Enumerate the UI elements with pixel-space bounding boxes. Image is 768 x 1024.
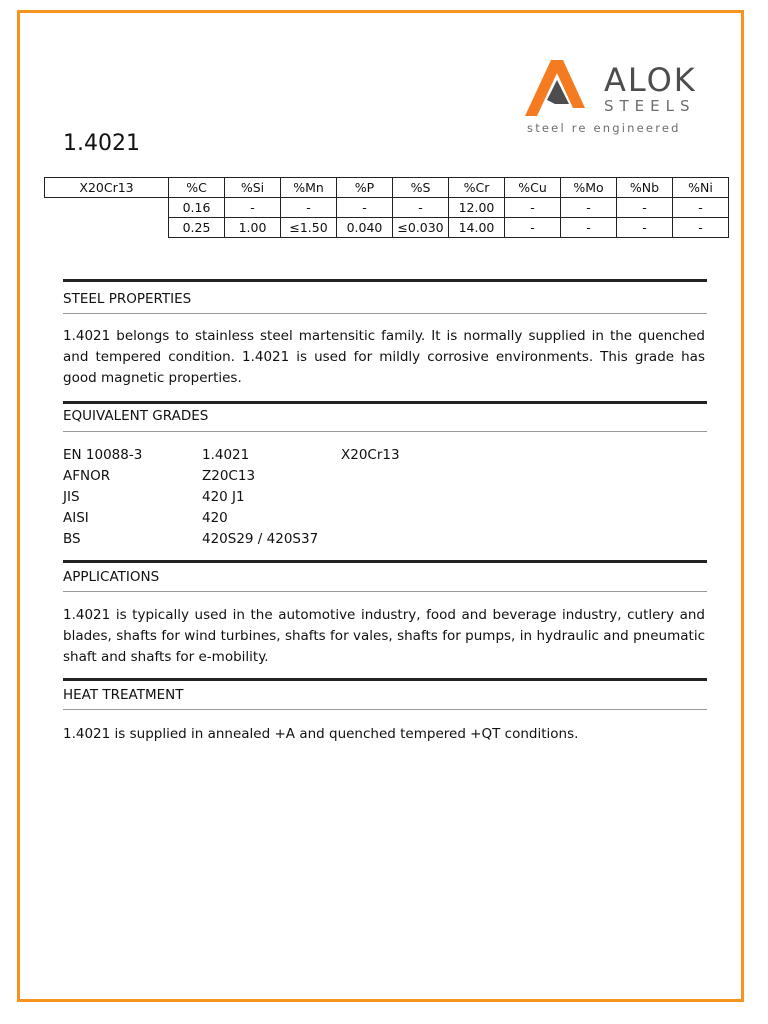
logo-subtitle: STEELS [604,97,696,115]
equivalent-standard: EN 10088-3 [63,447,143,463]
equivalent-standard: AFNOR [63,468,111,484]
equivalent-standard: BS [63,531,81,547]
blank-cell [45,218,169,238]
max-cell: 14.00 [449,218,505,238]
equivalent-grade: 420 [202,510,228,526]
min-cell: - [505,198,561,218]
alok-steels-logo [525,60,705,140]
section-heading-equivalents: EQUIVALENT GRADES [63,408,209,424]
min-cell: - [393,198,449,218]
composition-grade-label: X20Cr13 [45,178,169,198]
header-cell: %Si [225,178,281,198]
equivalent-grade: 420 J1 [202,489,245,505]
header-cell: %Mn [281,178,337,198]
section-divider [63,279,707,282]
composition-min-row [45,198,729,218]
max-cell: - [505,218,561,238]
max-cell: - [617,218,673,238]
blank-cell [45,198,169,218]
max-cell: 0.25 [169,218,225,238]
max-cell: ≤0.030 [393,218,449,238]
equivalent-standard: AISI [63,510,89,526]
section-divider [63,678,707,681]
min-cell: 0.16 [169,198,225,218]
heading-underline [63,431,707,432]
heat-treatment-text: 1.4021 is supplied in annealed +A and quenched tempered +QT conditions. [63,726,579,742]
page-border [17,10,744,1002]
max-cell: - [561,218,617,238]
heading-underline [63,709,707,710]
section-heading-properties: STEEL PROPERTIES [63,291,192,307]
header-cell: %P [337,178,393,198]
min-cell: 12.00 [449,198,505,218]
composition-table [44,177,729,238]
equivalent-standard: JIS [63,489,80,505]
max-cell: - [673,218,729,238]
logo-tagline: steel re engineered [527,121,681,135]
header-cell: %S [393,178,449,198]
max-cell: ≤1.50 [281,218,337,238]
min-cell: - [337,198,393,218]
min-cell: - [673,198,729,218]
equivalent-grade: Z20C13 [202,468,256,484]
section-divider [63,560,707,563]
logo-mark-icon [525,60,601,116]
min-cell: - [281,198,337,218]
min-cell: - [225,198,281,218]
equivalent-grade: 420S29 / 420S37 [202,531,319,547]
properties-text: 1.4021 belongs to stainless steel martensitic family. It is normally supplied in the quenched and tempered condition. 1.4021 is used for mildly corrosive environments. This grade has good magnetic properties. [63,328,705,386]
equivalent-grade: 1.4021 [202,447,250,463]
header-cell: %Cr [449,178,505,198]
section-heading-applications: APPLICATIONS [63,569,160,585]
min-cell: - [561,198,617,218]
header-cell: %C [169,178,225,198]
max-cell: 1.00 [225,218,281,238]
min-cell: - [617,198,673,218]
heading-underline [63,591,707,592]
header-cell: %Nb [617,178,673,198]
applications-text: 1.4021 is typically used in the automotive industry, food and beverage industry, cutlery and blades, shafts for wind turbines, shafts for vales, shafts for pumps, in hydraulic and pneumatic shaft and shafts for e-mobility. [63,607,705,665]
max-cell: 0.040 [337,218,393,238]
grade-title: 1.4021 [63,131,140,156]
equivalent-alt: X20Cr13 [341,447,400,463]
section-divider [63,401,707,404]
section-heading-heat-treatment: HEAT TREATMENT [63,687,184,703]
header-cell: %Mo [561,178,617,198]
composition-header-row [45,178,729,198]
composition-max-row [45,218,729,238]
heading-underline [63,313,707,314]
header-cell: %Cu [505,178,561,198]
logo-name: ALOK [604,61,697,99]
header-cell: %Ni [673,178,729,198]
